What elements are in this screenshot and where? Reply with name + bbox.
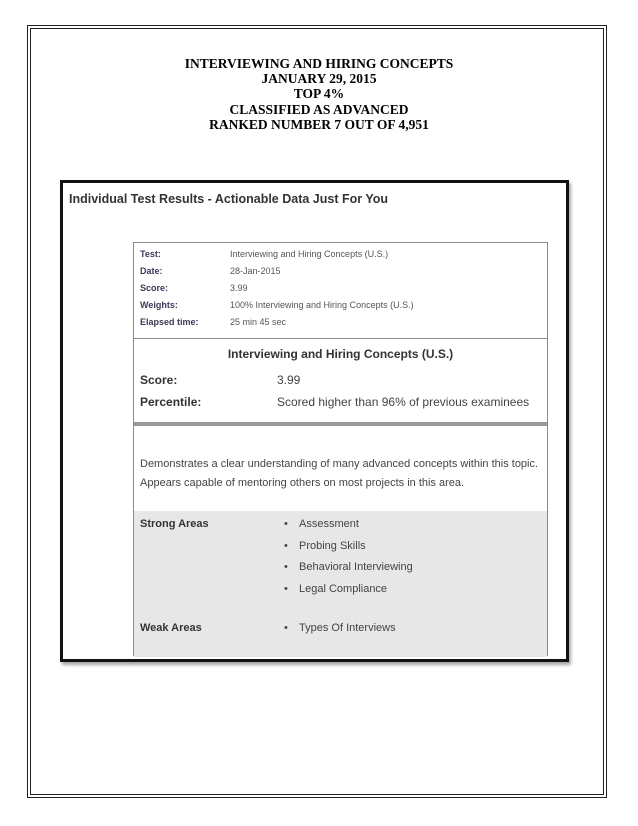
list-item — [284, 518, 413, 540]
strong-areas-label: Strong Areas — [140, 518, 209, 530]
bullet-icon: • — [284, 539, 288, 552]
meta-value: 100% Interviewing and Hiring Concepts (U.S.) — [230, 300, 414, 310]
section-title: Interviewing and Hiring Concepts (U.S.) — [227, 347, 454, 361]
bullet-icon: • — [284, 622, 288, 634]
list-item — [284, 622, 396, 644]
strong-area-text: Assessment — [299, 518, 359, 530]
header-block — [0, 56, 638, 132]
list-item — [284, 540, 413, 562]
score-label: Score: — [140, 373, 178, 387]
results-box — [133, 242, 548, 656]
list-item — [284, 583, 413, 605]
strong-area-text: Legal Compliance — [299, 582, 388, 595]
meta-value: Interviewing and Hiring Concepts (U.S.) — [230, 249, 389, 259]
weak-areas-label: Weak Areas — [140, 622, 202, 634]
strong-area-text: Behavioral Interviewing — [299, 561, 413, 573]
meta-key: Date: — [140, 266, 163, 276]
meta-key: Elapsed time: — [140, 317, 199, 327]
areas-panel — [134, 511, 547, 657]
meta-value: 3.99 — [230, 283, 248, 293]
weak-area-text: Types Of Interviews — [299, 622, 396, 634]
bullet-icon: • — [284, 582, 288, 595]
meta-key: Score: — [140, 283, 169, 293]
percentile-value: Scored higher than 96% of previous examinees — [277, 395, 530, 409]
score-value: 3.99 — [277, 373, 301, 387]
strong-area-text: Probing Skills — [299, 539, 366, 552]
weak-areas-list — [284, 622, 396, 644]
header-date: JANUARY 29, 2015 — [261, 71, 377, 87]
result-description: Demonstrates a clear understanding of many advanced concepts within this topic. Appears capable of mentoring others on most projects in this area. — [140, 458, 539, 489]
header-title: INTERVIEWING AND HIRING CONCEPTS — [184, 56, 454, 71]
meta-value: 28-Jan-2015 — [230, 266, 281, 276]
meta-key: Weights: — [140, 300, 178, 310]
meta-value: 25 min 45 sec — [230, 317, 287, 327]
list-item — [284, 561, 413, 583]
header-ranking: RANKED NUMBER 7 OUT OF 4,951 — [209, 116, 429, 132]
score-bar — [134, 422, 547, 426]
divider — [134, 338, 547, 339]
bullet-icon: • — [284, 518, 288, 530]
test-meta-table — [134, 243, 547, 338]
meta-key: Test: — [140, 249, 161, 259]
test-results-card — [60, 180, 569, 662]
card-title: Individual Test Results - Actionable Data Just For You — [69, 192, 389, 206]
header-rank-percent: TOP 4% — [293, 86, 345, 102]
strong-areas-list — [284, 518, 413, 604]
header-classification: CLASSIFIED AS ADVANCED — [229, 101, 409, 117]
percentile-label: Percentile: — [140, 395, 202, 409]
bullet-icon: • — [284, 561, 288, 573]
